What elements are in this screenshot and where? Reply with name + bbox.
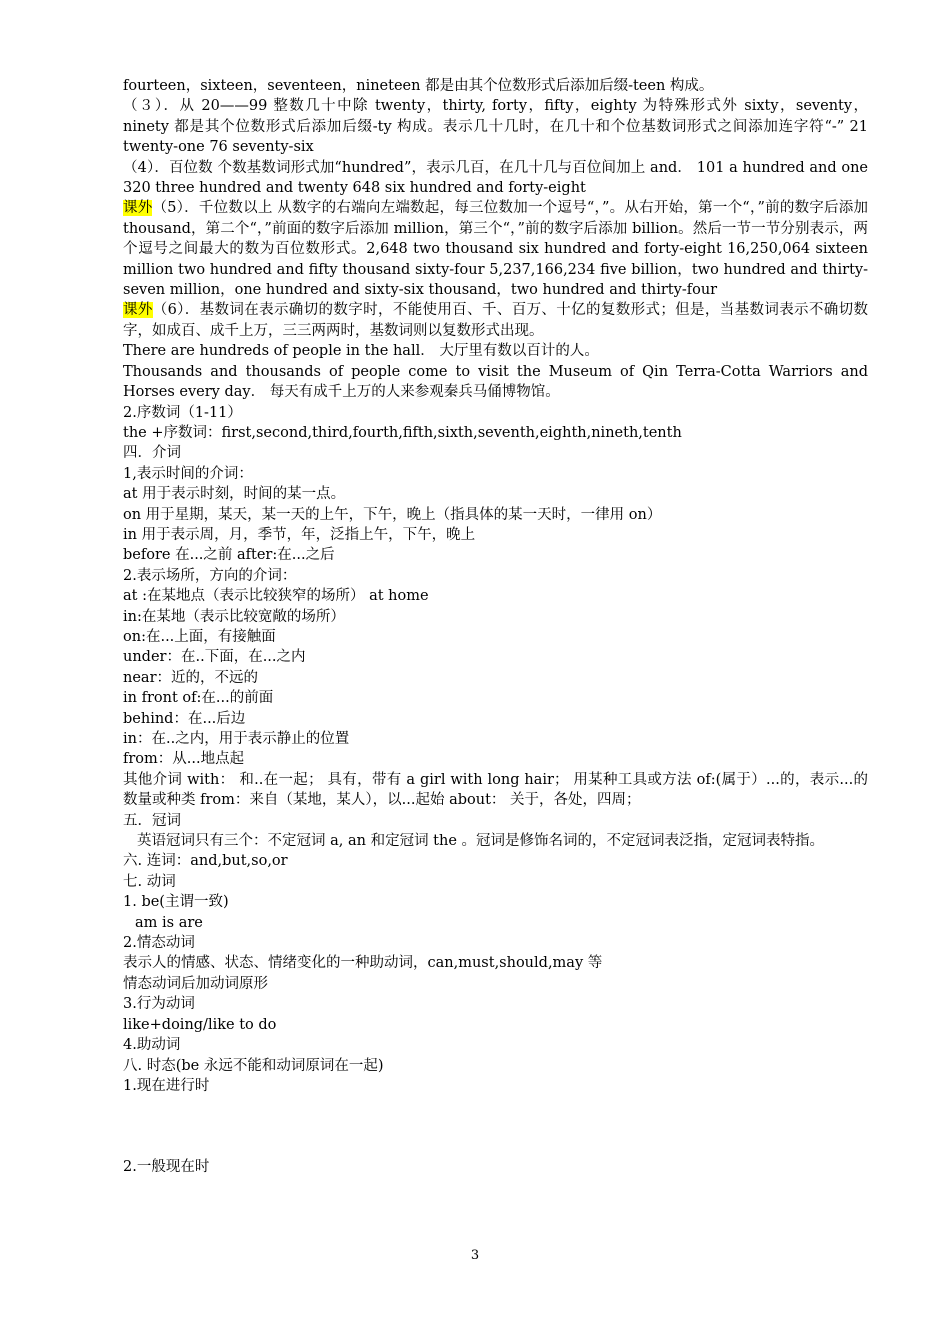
place-near: near：近的，不远的	[123, 669, 258, 686]
teen-note: fourteen，sixteen，seventeen，nineteen 都是由其个位数形式后添加后缀-teen 构成。	[123, 78, 714, 94]
articles-text: 英语冠词只有三个：不定冠词 a, an 和定冠词 the 。冠词是修饰名词的，不定冠词表泛指，定冠词表特指。	[137, 833, 825, 850]
present-continuous-heading: 1.现在进行时	[123, 1077, 210, 1094]
numerals-item-6	[123, 300, 868, 341]
conjunctions-heading: 六. 连词：and,but,so,or	[123, 853, 288, 870]
extra-tag-highlight-2: 课外	[123, 302, 153, 319]
place-in-front-of: in front of:在...的前面	[123, 690, 274, 707]
other-prepositions: 其他介词 with： 和..在一起； 具有，带有 a girl with long hair； 用某种工具或方法 of:(属于）...的，表示...的数量或种类 from：来自（某地，某人），以...起始 about： 关于，各处，四周；	[123, 771, 868, 809]
page-body	[123, 76, 868, 1178]
tenses-heading: 八. 时态(be 永远不能和动词原词在一起)	[123, 1057, 384, 1074]
place-in: in:在某地（表示比较宽敞的场所）	[123, 608, 345, 625]
place-behind: behind：在...后边	[123, 710, 246, 727]
place-at: at :在某地点（表示比较狭窄的场所） at home	[123, 588, 429, 605]
example-sentence-2: Thousands and thousands of people come to visit the Museum of Qin Terra-Cotta Warriors and Horses every day． 每天有成千上万的人来参观秦兵马俑博物馆。	[123, 363, 868, 401]
place-in-static: in：在..之内，用于表示静止的位置	[123, 731, 350, 747]
place-on: on:在...上面，有接触面	[123, 628, 276, 645]
modal-verbs-description: 表示人的情感、状态、情绪变化的一种助动词，can,must,should,may 等	[123, 955, 603, 972]
numerals-item-5-text: （5）．千位数以上 从数字的右端向左端数起，每三位数加一个逗号“，”。从右开始，第一个“，”前的数字后添加 thousand，第二个“，”前面的数字后添加 million，第三个“，”前的数字后添加 billion。然后一节一节分别表示，两个逗号之间最大的数为百位数形式。2,648 two thousand six hundred and forty-eight 16,250,064 sixteen million two hundred and fifty thousand sixty-four 5,237,166,234 five billion，two hundred and thirty-seven million，one hundred and sixty-six thousand，two hundred and thirty-four	[123, 200, 869, 299]
place-from: from：从...地点起	[123, 751, 245, 768]
numerals-item-5	[123, 198, 868, 300]
auxiliary-verbs-heading: 4.助动词	[123, 1037, 181, 1054]
be-forms: am is are	[135, 914, 203, 931]
verbs-heading: 七. 动词	[123, 873, 176, 890]
be-heading: 1. be(主谓一致)	[123, 894, 229, 911]
action-verbs-rule: like+doing/like to do	[123, 1016, 277, 1033]
numerals-item-3: （３）．从 20——99 整数几十中除 twenty，thirty, forty，fifty，eighty 为特殊形式外 sixty，seventy，ninety 都是其个位数形式后添加后缀-ty 构成。表示几十几时，在几十和个位基数词形式之间添加连字符“-” 21 twenty-one 76 seventy-six	[123, 98, 868, 156]
time-prepositions-heading: 1,表示时间的介词：	[123, 465, 253, 482]
modal-verbs-heading: 2.情态动词	[123, 935, 195, 952]
numerals-item-4: （4）．百位数 个数基数词形式加“hundred”，表示几百，在几十几与百位间加上 and． 101 a hundred and one 320 three hundred and twenty 648 six hundred and forty-eight	[123, 159, 868, 197]
articles-heading: 五．冠词	[123, 812, 181, 829]
time-at: at 用于表示时刻，时间的某一点。	[123, 486, 346, 503]
place-under: under：在..下面，在...之内	[123, 649, 306, 666]
numerals-item-6-text: （6）．基数词在表示确切的数字时，不能使用百、千、百万、十亿的复数形式；但是，当基数词表示不确切数字，如成百、成千上万，三三两两时，基数词则以复数形式出现。	[123, 302, 869, 339]
blank-space	[123, 1096, 868, 1157]
time-before-after: before 在...之前 after:在...之后	[123, 547, 335, 564]
place-prepositions-heading: 2.表示场所，方向的介词：	[123, 567, 297, 584]
example-sentence-1: There are hundreds of people in the hall． 大厅里有数以百计的人。	[123, 343, 599, 360]
page-number: 3	[470, 1248, 480, 1263]
ordinal-list: the +序数词：first,second,third,fourth,fifth,sixth,seventh,eighth,nineth,tenth	[123, 424, 682, 441]
extra-tag-highlight: 课外	[123, 200, 153, 217]
time-in: in 用于表示周，月，季节，年，泛指上午，下午，晚上	[123, 526, 476, 543]
ordinal-heading: 2.序数词（1-11）	[123, 404, 242, 421]
prepositions-heading: 四．介词	[123, 445, 181, 462]
modal-verbs-rule: 情态动词后加动词原形	[123, 975, 268, 992]
time-on: on 用于星期，某天，某一天的上午，下午，晚上（指具体的某一天时，一律用 on）	[123, 506, 662, 523]
simple-present-heading: 2.一般现在时	[123, 1159, 210, 1176]
action-verbs-heading: 3.行为动词	[123, 996, 195, 1013]
